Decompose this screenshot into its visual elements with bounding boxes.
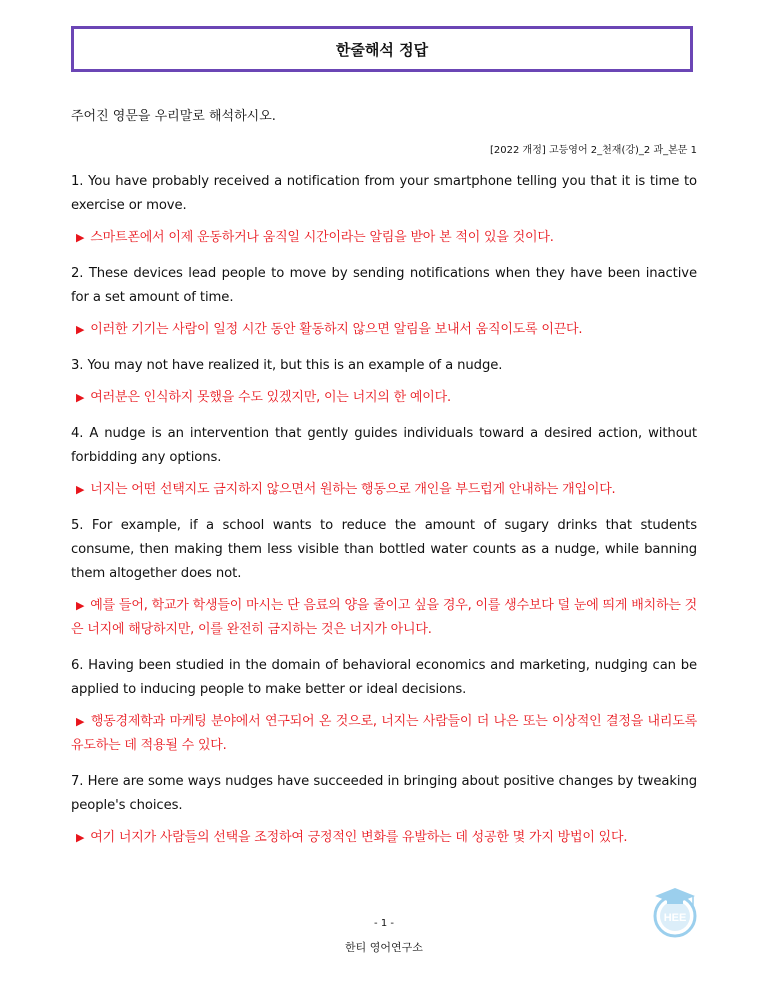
korean-text: 여기 너지가 사람들의 선택을 조정하여 긍정적인 변화를 유발하는 데 성공한 몇 가지 방법이 있다. (90, 830, 628, 845)
page-title: 한줄해석 정답 (335, 40, 429, 59)
english-sentence: 6. Having been studied in the domain of behavioral economics and marketing, nudging can be applied to inducing people to make better or ideal decisions. (71, 658, 697, 697)
sentence-item (71, 654, 697, 758)
korean-text: 예를 들어, 학교가 학생들이 마시는 단 음료의 양을 줄이고 싶을 경우, 이를 생수보다 덜 눈에 띄게 배치하는 것은 너지에 해당하지만, 이를 완전히 금지하는 것은 너지가 아니다. (71, 598, 697, 637)
instruction-text: 주어진 영문을 우리말로 해석하시오. (71, 109, 276, 124)
sentence-item (71, 262, 697, 342)
sentence-list (71, 170, 697, 862)
korean-translation (71, 826, 697, 850)
sentence-item (71, 422, 697, 502)
korean-text: 스마트폰에서 이제 운동하거나 움직일 시간이라는 알림을 받아 본 적이 있을 것이다. (90, 230, 554, 245)
english-sentence: 4. A nudge is an intervention that gently guides individuals toward a desired action, without forbidding any options. (71, 426, 697, 465)
korean-translation (71, 386, 697, 410)
korean-text: 너지는 어떤 선택지도 금지하지 않으면서 원하는 행동으로 개인을 부드럽게 안내하는 개입이다. (90, 482, 616, 497)
page-number: - 1 - (374, 918, 394, 929)
english-sentence: 2. These devices lead people to move by sending notifications when they have been inactive for a set amount of time. (71, 266, 697, 305)
logo-text: HEE (663, 912, 687, 924)
korean-text: 이러한 기기는 사람이 일정 시간 동안 활동하지 않으면 알림을 보내서 움직이도록 이끈다. (90, 322, 583, 337)
sentence-item (71, 770, 697, 850)
korean-translation (71, 318, 697, 342)
arrow-icon: ▶ (76, 831, 85, 844)
arrow-icon: ▶ (76, 715, 85, 728)
korean-translation (71, 710, 697, 758)
arrow-icon: ▶ (76, 483, 85, 496)
korean-text: 행동경제학과 마케팅 분야에서 연구되어 온 것으로, 너지는 사람들이 더 나은 또는 이상적인 결정을 내리도록 유도하는 데 적용될 수 있다. (71, 714, 697, 753)
arrow-icon: ▶ (76, 391, 85, 404)
footer-organization: 한티 영어연구소 (345, 941, 423, 954)
sentence-item (71, 514, 697, 642)
arrow-icon: ▶ (76, 323, 85, 336)
cap-base (667, 898, 683, 904)
korean-translation (71, 594, 697, 642)
english-sentence: 3. You may not have realized it, but this is an example of a nudge. (71, 358, 503, 373)
page-title-box (71, 26, 693, 72)
korean-translation (71, 478, 697, 502)
korean-text: 여러분은 인식하지 못했을 수도 있겠지만, 이는 너지의 한 예이다. (90, 390, 451, 405)
english-sentence: 1. You have probably received a notification from your smartphone telling you that it is time to exercise or move. (71, 174, 697, 213)
graduation-cap-icon (647, 884, 703, 940)
arrow-icon: ▶ (76, 231, 85, 244)
sentence-item (71, 170, 697, 250)
korean-translation (71, 226, 697, 250)
english-sentence: 7. Here are some ways nudges have succeeded in bringing about positive changes by tweaking people's choices. (71, 774, 697, 813)
sentence-item (71, 354, 697, 410)
english-sentence: 5. For example, if a school wants to reduce the amount of sugary drinks that students consume, then making them less visible than bottled water counts as a nudge, while banning them altogether does not. (71, 518, 697, 581)
source-label: [2022 개정] 고등영어 2_천재(강)_2 과_본문 1 (490, 145, 697, 156)
arrow-icon: ▶ (76, 599, 85, 612)
